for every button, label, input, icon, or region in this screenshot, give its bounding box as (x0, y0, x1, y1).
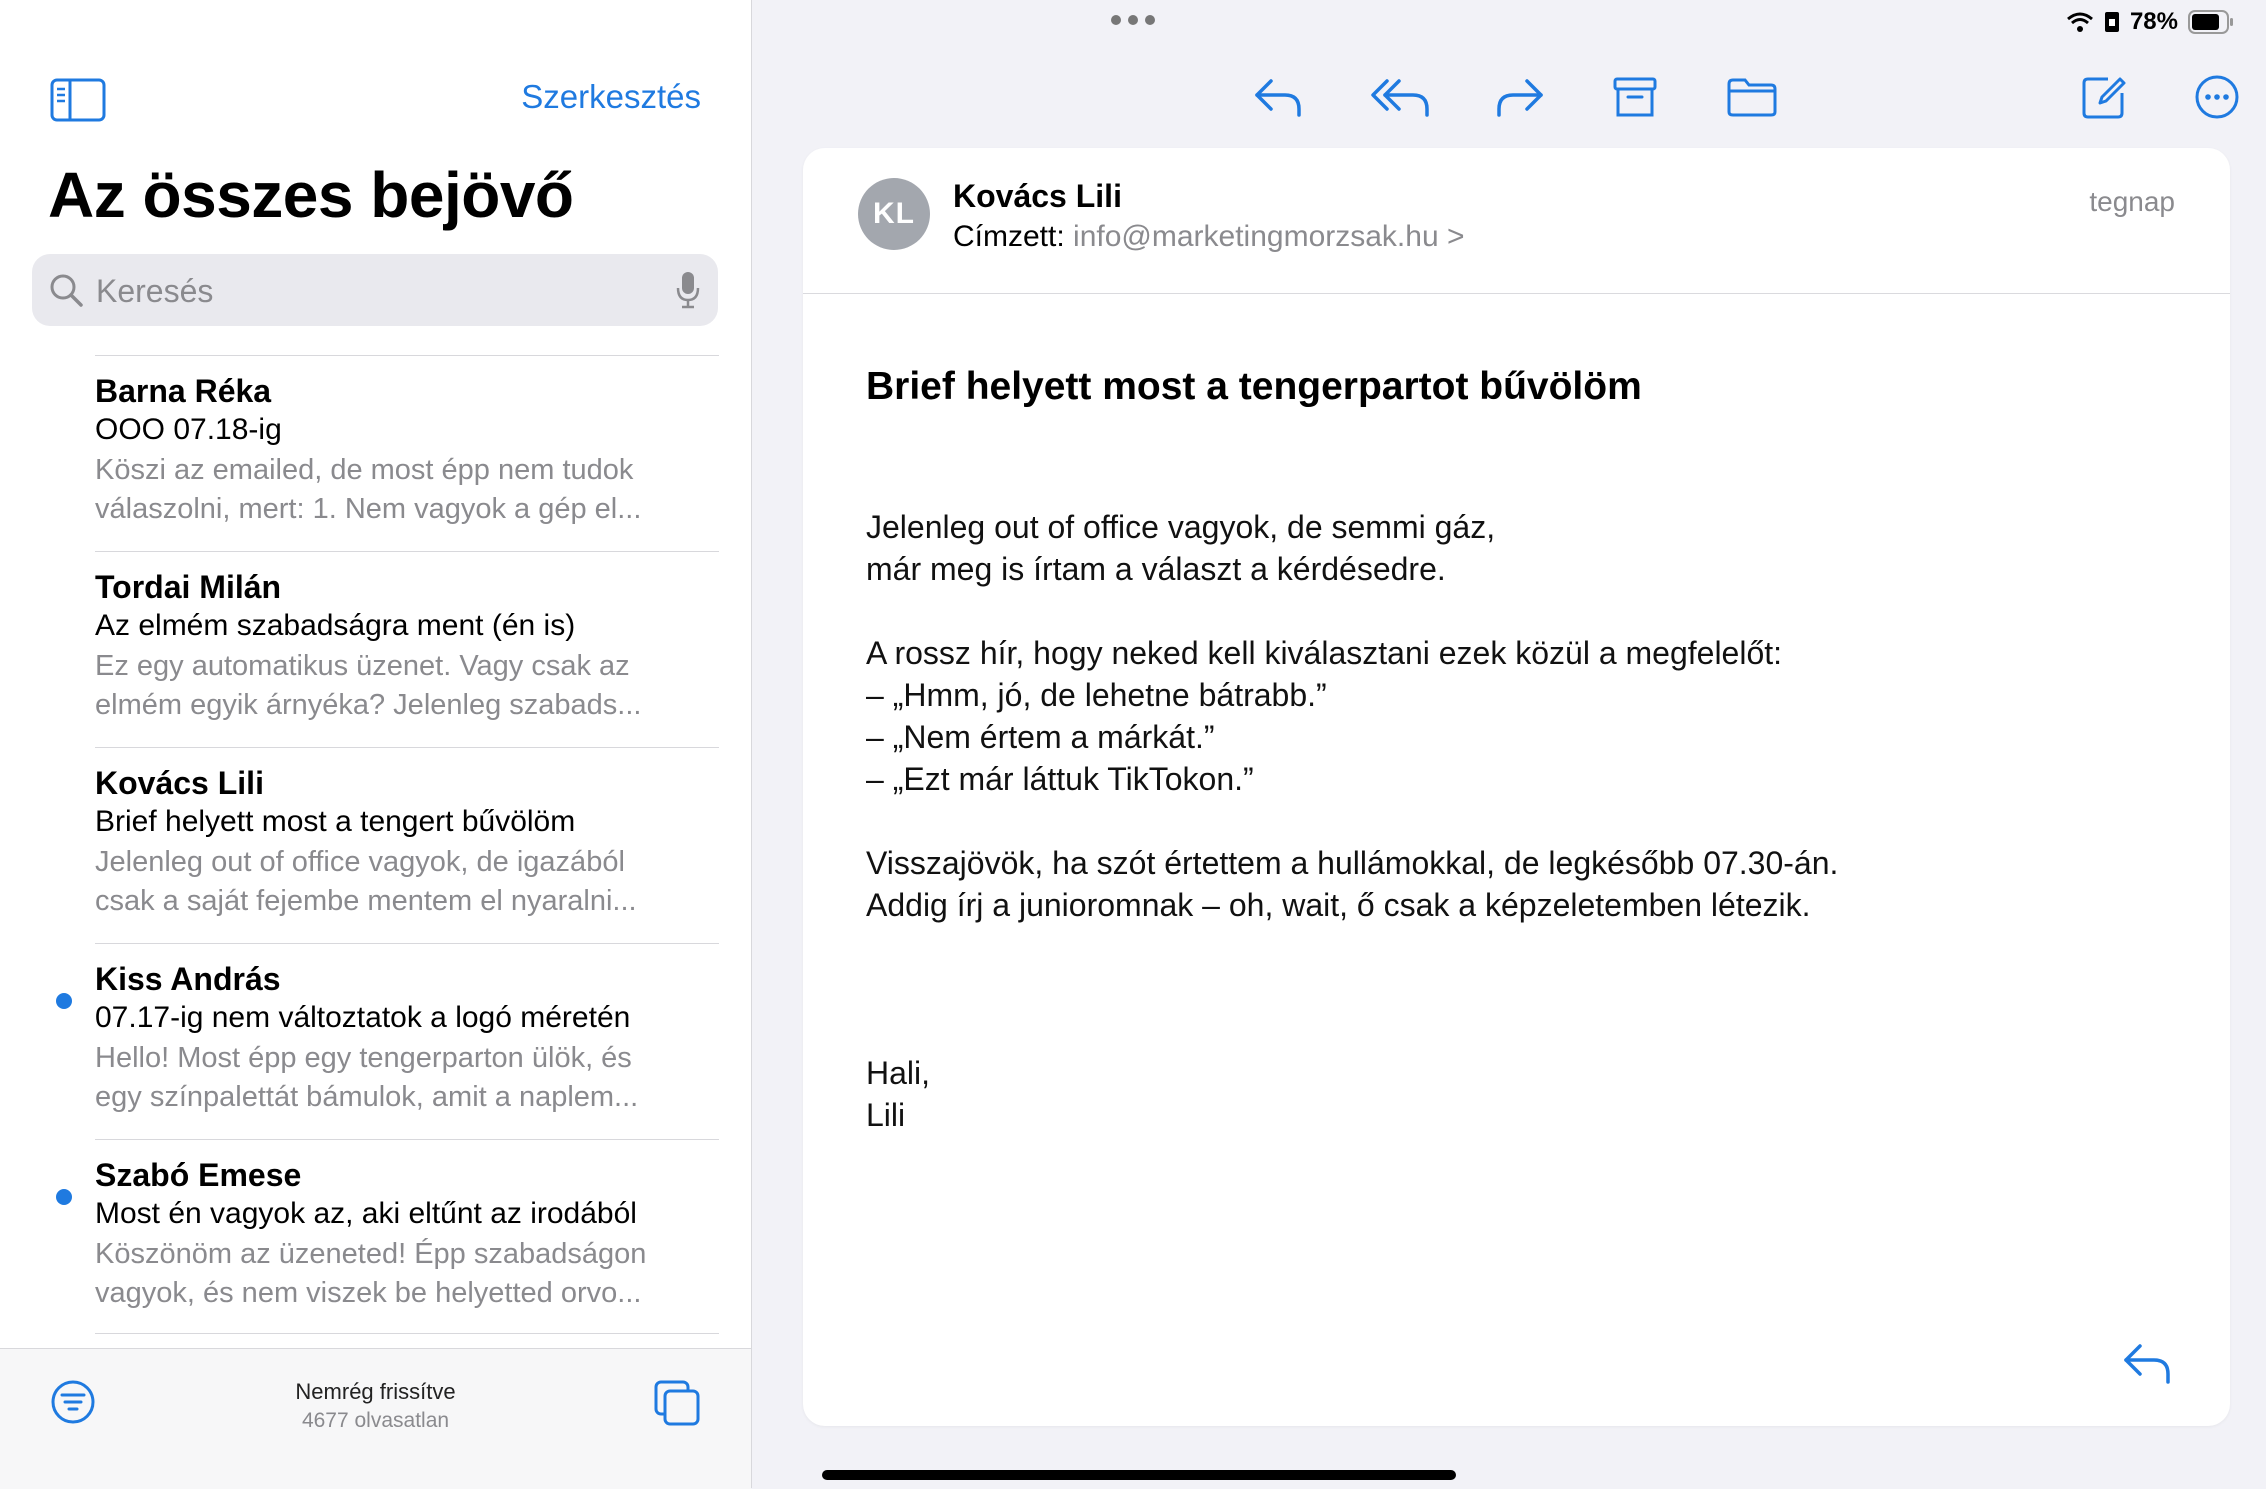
battery-percent: 78% (2129, 8, 2178, 35)
more-options-button[interactable] (2189, 72, 2245, 122)
body-line: – „Hmm, jó, de lehetne bátrabb.” (866, 677, 1327, 713)
unread-dot-icon (56, 993, 72, 1009)
mail-preview-line: Ez egy automatikus üzenet. Vagy csak az (95, 650, 630, 682)
mail-preview (95, 647, 705, 725)
mail-preview-line: Hello! Most épp egy tengerparton ülök, és (95, 1042, 632, 1074)
recipient-label: Címzett: (953, 220, 1065, 253)
update-status: Nemrég frissítve (295, 1379, 456, 1404)
body-line: Visszajövök, ha szót értettem a hullámokkal, de legkésőbb 07.30-án. (866, 845, 1839, 881)
mail-preview-line: Köszönöm az üzeneted! Épp szabadságon (95, 1238, 647, 1270)
compose-button[interactable] (2076, 72, 2132, 122)
mail-list-item[interactable] (0, 355, 751, 551)
edit-button[interactable]: Szerkesztés (521, 78, 701, 115)
microphone-icon[interactable] (676, 270, 700, 310)
message-view (803, 148, 2230, 1426)
mail-preview-line: vagyok, és nem viszek be helyetted orvo... (95, 1277, 642, 1309)
move-to-folder-button[interactable] (1724, 72, 1780, 122)
mail-preview-line: elmém egyik árnyéka? Jelenleg szabads... (95, 689, 642, 721)
mail-subject: Most én vagyok az, aki eltűnt az irodából (95, 1197, 637, 1230)
divider (95, 747, 719, 748)
multitasking-dots-icon[interactable] (1110, 14, 1156, 26)
divider (95, 355, 719, 356)
mail-subject: Brief helyett most a tengert bűvölöm (95, 805, 576, 838)
message-subject: Brief helyett most a tengerpartot bűvölöm (866, 365, 1642, 408)
body-line: – „Nem értem a márkát.” (866, 719, 1215, 755)
footer-status (0, 1379, 751, 1433)
divider (95, 1333, 719, 1334)
forward-icon (1495, 75, 1545, 119)
mail-sender: Barna Réka (95, 373, 272, 409)
home-indicator[interactable] (822, 1470, 1456, 1480)
page-title: Az összes bejövő (48, 159, 574, 231)
mail-preview-line: egy színpalettát bámulok, amit a naplem... (95, 1081, 639, 1113)
archive-icon (1612, 75, 1658, 119)
unread-dot-icon (56, 1189, 72, 1205)
search-icon (48, 272, 84, 308)
mail-preview (95, 451, 705, 529)
divider (95, 1139, 719, 1140)
body-line: már meg is írtam a választ a kérdésedre. (866, 551, 1446, 587)
archive-button[interactable] (1607, 72, 1663, 122)
message-date: tegnap (2089, 186, 2175, 217)
mail-list-item[interactable] (0, 1139, 751, 1335)
mail-sender: Tordai Milán (95, 569, 282, 605)
forward-button[interactable] (1492, 72, 1548, 122)
message-body (866, 506, 1838, 1136)
reply-all-icon (1369, 75, 1431, 119)
body-line: Jelenleg out of office vagyok, de semmi gáz, (866, 509, 1496, 545)
mail-sender: Kiss András (95, 961, 281, 997)
divider (95, 943, 719, 944)
mail-preview (95, 843, 705, 921)
mail-subject: OOO 07.18-ig (95, 413, 282, 446)
body-line: Lili (866, 1097, 906, 1133)
mail-preview (95, 1039, 705, 1117)
divider (95, 551, 719, 552)
mail-preview-line: Jelenleg out of office vagyok, de igazából (95, 846, 625, 878)
mail-list-item[interactable] (0, 943, 751, 1139)
mail-list (0, 355, 751, 1335)
avatar[interactable]: KL (858, 178, 930, 250)
mail-preview (95, 1235, 705, 1313)
reply-icon (1253, 75, 1303, 119)
mailbox-sidebar (0, 0, 752, 1488)
reply-all-button[interactable] (1368, 72, 1432, 122)
sidebar-footer (0, 1348, 751, 1489)
reply-icon[interactable] (2122, 1340, 2172, 1386)
stacked-windows-icon[interactable] (653, 1379, 701, 1427)
lock-rotation-icon (2104, 11, 2120, 33)
body-line: – „Ezt már láttuk TikTokon.” (866, 761, 1254, 797)
sidebar-toggle-icon[interactable] (50, 78, 106, 122)
unread-count: 4677 olvasatlan (301, 1409, 450, 1432)
more-icon (2194, 74, 2240, 120)
wifi-icon (2066, 11, 2094, 33)
compose-icon (2080, 73, 2128, 121)
body-line: A rossz hír, hogy neked kell kiválasztani ezek közül a megfelelőt: (866, 635, 1783, 671)
search-bar[interactable] (32, 254, 718, 326)
mail-preview-line: Köszi az emailed, de most épp nem tudok (95, 454, 634, 486)
mail-sender: Kovács Lili (95, 765, 264, 801)
mail-sender: Szabó Emese (95, 1157, 302, 1193)
mail-preview-line: csak a saját fejembe mentem el nyaralni... (95, 885, 637, 917)
sender-name[interactable]: Kovács Lili (953, 178, 1122, 214)
mail-subject: 07.17-ig nem változtatok a logó méretén (95, 1001, 631, 1034)
mail-list-item[interactable] (0, 551, 751, 747)
mail-list-item-selected[interactable] (0, 747, 751, 943)
recipient-line (953, 220, 1464, 254)
mail-subject: Az elmém szabadságra ment (én is) (95, 609, 576, 642)
divider (803, 293, 2230, 294)
mail-preview-line: válaszolni, mert: 1. Nem vagyok a gép el... (95, 493, 642, 525)
search-input[interactable] (94, 266, 658, 316)
folder-icon (1726, 76, 1778, 118)
body-line: Hali, (866, 1055, 931, 1091)
body-line: Addig írj a junioromnak – oh, wait, ő csak a képzeletemben létezik. (866, 887, 1811, 923)
reply-button[interactable] (1250, 72, 1306, 122)
battery-icon (2188, 10, 2234, 34)
recipient-address[interactable]: info@marketingmorzsak.hu > (1073, 220, 1465, 253)
